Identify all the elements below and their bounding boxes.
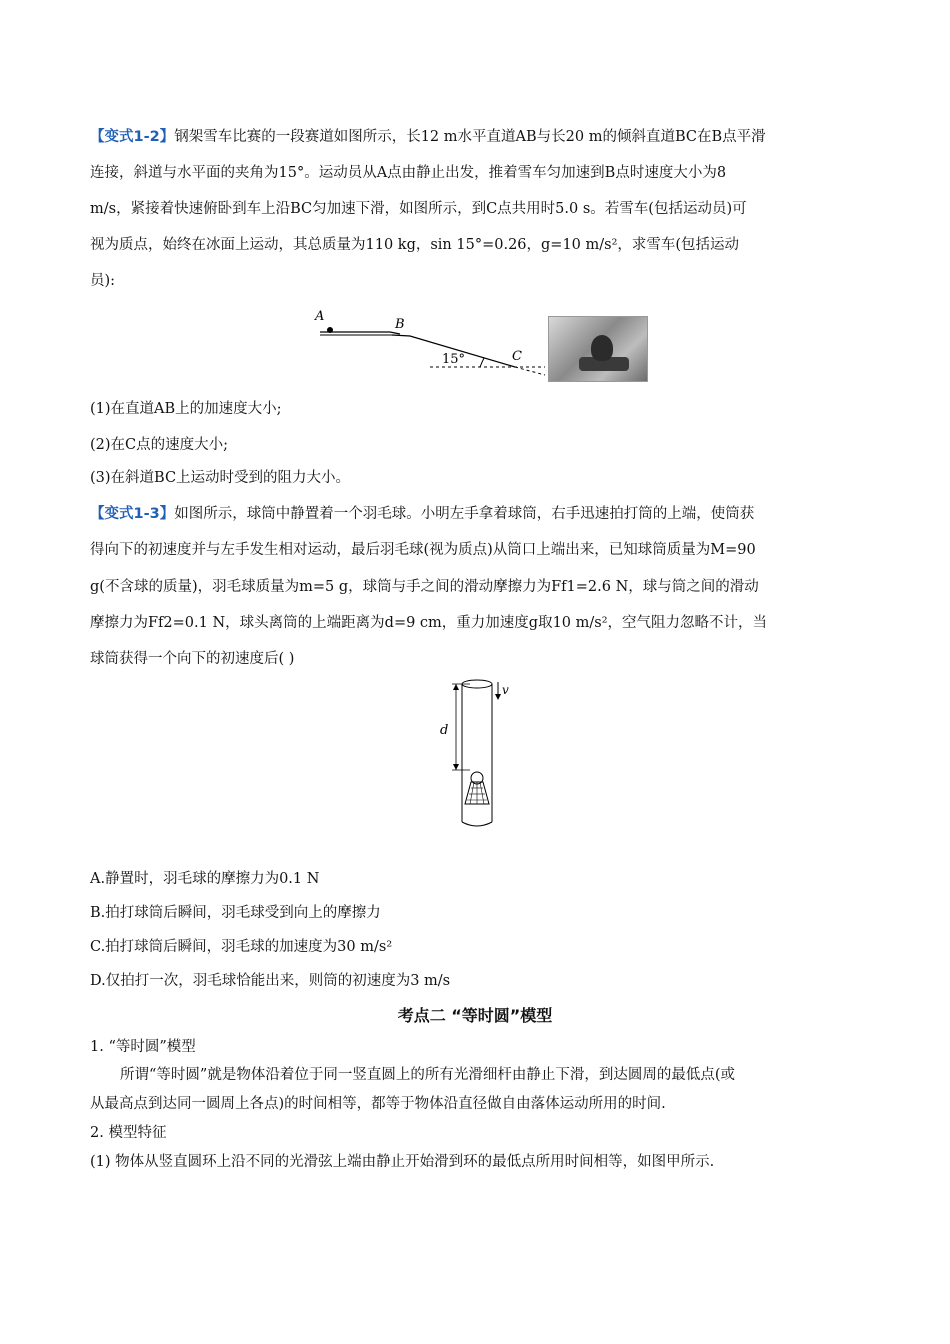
section-text-3: (1) 物体从竖直圆环上沿不同的光滑弦上端由静止开始滑到环的最低点所用时间相等，如图甲所示. <box>90 1154 715 1170</box>
tube-diagram <box>430 676 530 832</box>
problem-1-2-line-3: m/s，紧接着快速俯卧到车上沿BC匀加速下滑，如图所示，到C点共用时5.0 s。若雪车(包括运动员)可 <box>90 201 747 217</box>
option-d: D.仅拍打一次，羽毛球恰能出来，则筒的初速度为3 m/s <box>90 973 451 989</box>
section-heading-2: 2. 模型特征 <box>90 1125 167 1141</box>
option-a: A.静置时，羽毛球的摩擦力为0.1 N <box>90 871 320 887</box>
problem-1-2-line-5: 员): <box>90 273 116 289</box>
problem-1-3-line-2: 得向下的初速度并与左手发生相对运动，最后羽毛球(视为质点)从筒口上端出来，已知球筒质量为M=90 <box>90 542 756 558</box>
problem-1-2-line-2: 连接，斜道与水平面的夹角为15°。运动员从A点由静止出发，推着雪车匀加速到B点时速度大小为8 <box>90 165 727 181</box>
problem-1-3-line-3: g(不含球的质量)，羽毛球质量为m=5 g，球筒与手之间的滑动摩擦力为Ff1=2.6 N，球与筒之间的滑动 <box>90 579 759 595</box>
problem-tag: 【变式1-3】 <box>90 506 175 522</box>
question-2: (2)在C点的速度大小; <box>90 437 229 453</box>
sled-photo <box>548 316 648 382</box>
label-v: v <box>502 683 509 697</box>
angle-label: 15° <box>442 352 466 367</box>
problem-tag: 【变式1-2】 <box>90 129 175 145</box>
question-3: (3)在斜道BC上运动时受到的阻力大小。 <box>90 470 351 486</box>
section-title: 考点二 “等时圆”模型 <box>397 1006 553 1025</box>
sled-icon <box>327 327 333 333</box>
problem-1-2-line-4: 视为质点，始终在冰面上运动，其总质量为110 kg，sin 15°=0.26，g=10 m/s²，求雪车(包括运动 <box>90 237 740 253</box>
track-diagram <box>300 300 560 385</box>
label-c: C <box>512 349 522 364</box>
label-d: d <box>440 723 449 738</box>
problem-1-2-line-1: 【变式1-2】钢架雪车比赛的一段赛道如图所示，长12 m水平直道AB与长20 m的倾斜直道BC在B点平滑 <box>90 129 766 145</box>
section-text-2: 从最高点到达同一圆周上各点)的时间相等，都等于物体沿直径做自由落体运动所用的时间. <box>90 1096 666 1112</box>
label-a: A <box>315 309 325 324</box>
option-b: B.拍打球筒后瞬间，羽毛球受到向上的摩擦力 <box>90 905 381 921</box>
question-1: (1)在直道AB上的加速度大小; <box>90 401 282 417</box>
problem-1-3-line-5: 球筒获得一个向下的初速度后( ) <box>90 651 295 667</box>
section-heading-1: 1. “等时圆”模型 <box>90 1039 196 1055</box>
section-text-1: 所谓“等时圆”就是物体沿着位于同一竖直圆上的所有光滑细杆由静止下滑，到达圆周的最低点(或 <box>120 1067 735 1083</box>
problem-1-3-line-4: 摩擦力为Ff2=0.1 N，球头离筒的上端距离为d=9 cm，重力加速度g取10 m/s²，空气阻力忽略不计，当 <box>90 615 768 631</box>
option-c: C.拍打球筒后瞬间，羽毛球的加速度为30 m/s² <box>90 939 393 955</box>
problem-1-3-line-1: 【变式1-3】如图所示，球筒中静置着一个羽毛球。小明左手拿着球筒，右手迅速拍打筒的上端，使筒获 <box>90 506 755 522</box>
label-b: B <box>395 317 405 332</box>
